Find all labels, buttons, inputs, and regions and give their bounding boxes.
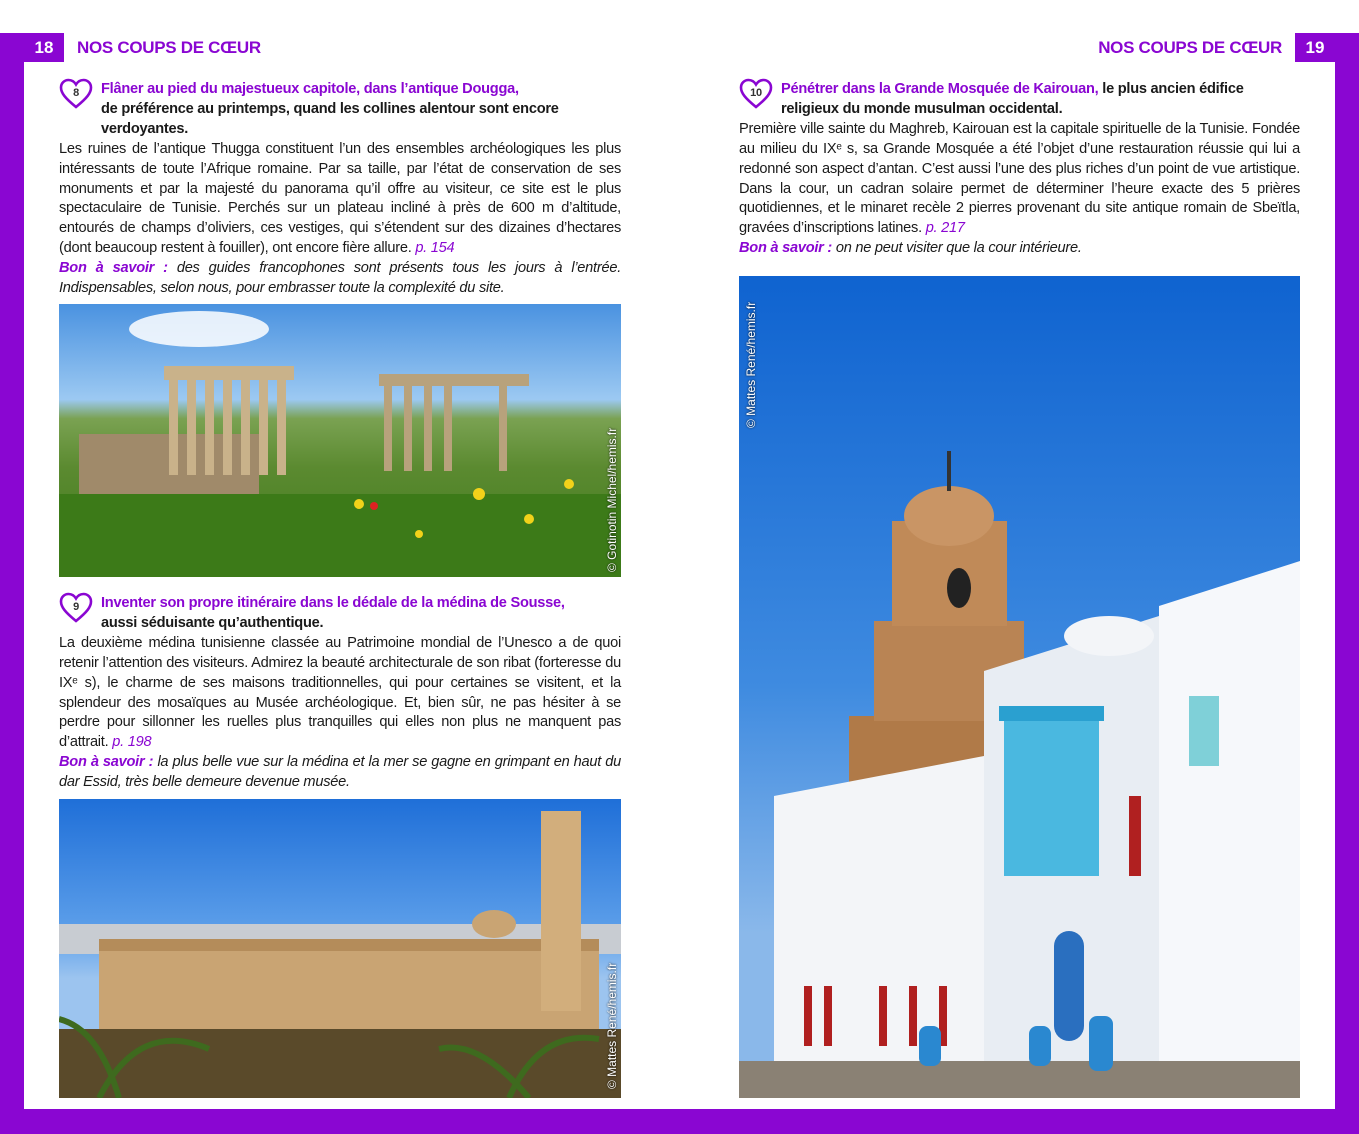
entry-heading bbox=[739, 80, 1300, 120]
entry-body: Première ville sainte du Maghreb, Kairouan est la capitale spirituelle de la Tunisie. Fondée au milieu du IXᵉ s, sa Grande Mosquée a été l’objet d’une restauration réussie qui lui a redonné son aspect d’antan. C’est aussi l’une des plus riches d’un point de vue artistique. Dans la cour, un cadran solaire permet de déterminer l’heure exacte des 5 prières quotidiennes, et le minaret recèle 2 pierres provenant du site antique romain de Sbeïtla, gravées d’inscriptions latines. p. 217 bbox=[739, 120, 1300, 237]
entry-heading bbox=[59, 594, 621, 634]
photo-credit: © Mattes René/hemis.fr bbox=[605, 962, 619, 1089]
entry-title-highlight: Pénétrer dans la Grande Mosquée de Kairouan, bbox=[781, 81, 1099, 97]
right-edge-bar bbox=[1335, 33, 1359, 1134]
svg-text:10: 10 bbox=[750, 87, 762, 99]
page-reference-link[interactable]: p. 154 bbox=[415, 240, 455, 257]
page-reference-link[interactable]: p. 198 bbox=[112, 734, 152, 751]
heart-number-icon bbox=[59, 592, 93, 624]
photo-dougga-capitol bbox=[59, 304, 621, 577]
photo-credit: © Mattes René/hemis.fr bbox=[744, 301, 758, 428]
tip: Bon à savoir : la plus belle vue sur la médina et la mer se gagne en grimpant en haut du dar Essid, très belle demeure devenue musée. bbox=[59, 754, 622, 791]
svg-text:9: 9 bbox=[73, 601, 79, 613]
entry-title-highlight: Flâner au pied du majestueux capitole, dans l’antique Dougga, bbox=[101, 81, 519, 97]
running-head-left: NOS COUPS DE CŒUR bbox=[77, 38, 261, 57]
entry-body: Les ruines de l’antique Thugga constituent l’un des ensembles archéologiques les plus intéressants de toute l’Afrique romaine. Par sa taille, par l’état de conservation de ses monuments et par la majesté du panorama qu’il offre au visiteur, ce site est le plus spectaculaire de Tunisie. Perchés sur un plateau incliné à près de 600 m d’altitude, entourés de champs d’oliviers, ces vestiges, qui s’étendent sur des dizaines d’hectares (dont beaucoup restent à fouiller), ont encore fière allure. p. 154 bbox=[59, 140, 621, 257]
entry-10 bbox=[739, 80, 1300, 259]
photo-sousse-ribat bbox=[59, 799, 621, 1098]
photo-illustration bbox=[59, 304, 621, 577]
entry-title-rest: de préférence au printemps, quand les collines alentour sont encore verdoyantes. bbox=[101, 100, 559, 137]
page-number-left: 18 bbox=[24, 33, 64, 62]
entry-title-highlight: Inventer son propre itinéraire dans le dédale de la médina de Sousse, bbox=[101, 595, 565, 611]
svg-text:8: 8 bbox=[73, 87, 79, 99]
entry-body: La deuxième médina tunisienne classée au Patrimoine mondial de l’Unesco a de quoi retenir l’attention des visiteurs. Admirez la beauté architecturale de son ribat (forteresse du IXᵉ s), le charme de ses maisons traditionnelles, qui pour certaines se visitent, et la splendeur des mosaïques au Musée archéologique. Et, bien sûr, ne pas hésiter à se perdre pour sillonner les ruelles plus tranquilles qui elles non plus ne manquent pas d’attrait. p. 198 bbox=[59, 634, 621, 751]
page-reference-link[interactable]: p. 217 bbox=[925, 220, 965, 237]
entry-9 bbox=[59, 594, 621, 793]
entry-title-rest: le plus ancien édifice religieux du monde musulman occidental. bbox=[781, 81, 1244, 117]
photo-kairouan-mosque bbox=[739, 276, 1300, 1098]
page-number-right: 19 bbox=[1295, 33, 1335, 62]
photo-credit: © Gotinotin Michel/hemis.fr bbox=[605, 427, 619, 572]
photo-illustration bbox=[59, 799, 621, 1098]
bottom-bar bbox=[0, 1109, 1359, 1134]
heart-number-icon bbox=[739, 78, 773, 110]
tip: Bon à savoir : des guides francophones sont présents tous les jours à l’entrée. Indispensables, selon nous, pour embrasser toute la complexité du site. bbox=[59, 260, 621, 297]
left-edge-bar bbox=[0, 33, 24, 1134]
heart-number-icon bbox=[59, 78, 93, 110]
entry-8 bbox=[59, 80, 621, 299]
photo-illustration bbox=[739, 276, 1300, 1098]
entry-title-rest: aussi séduisante qu’authentique. bbox=[101, 614, 324, 631]
entry-heading bbox=[59, 80, 621, 140]
tip: Bon à savoir : on ne peut visiter que la cour intérieure. bbox=[739, 240, 1082, 257]
running-head-right: NOS COUPS DE CŒUR bbox=[1098, 38, 1282, 57]
